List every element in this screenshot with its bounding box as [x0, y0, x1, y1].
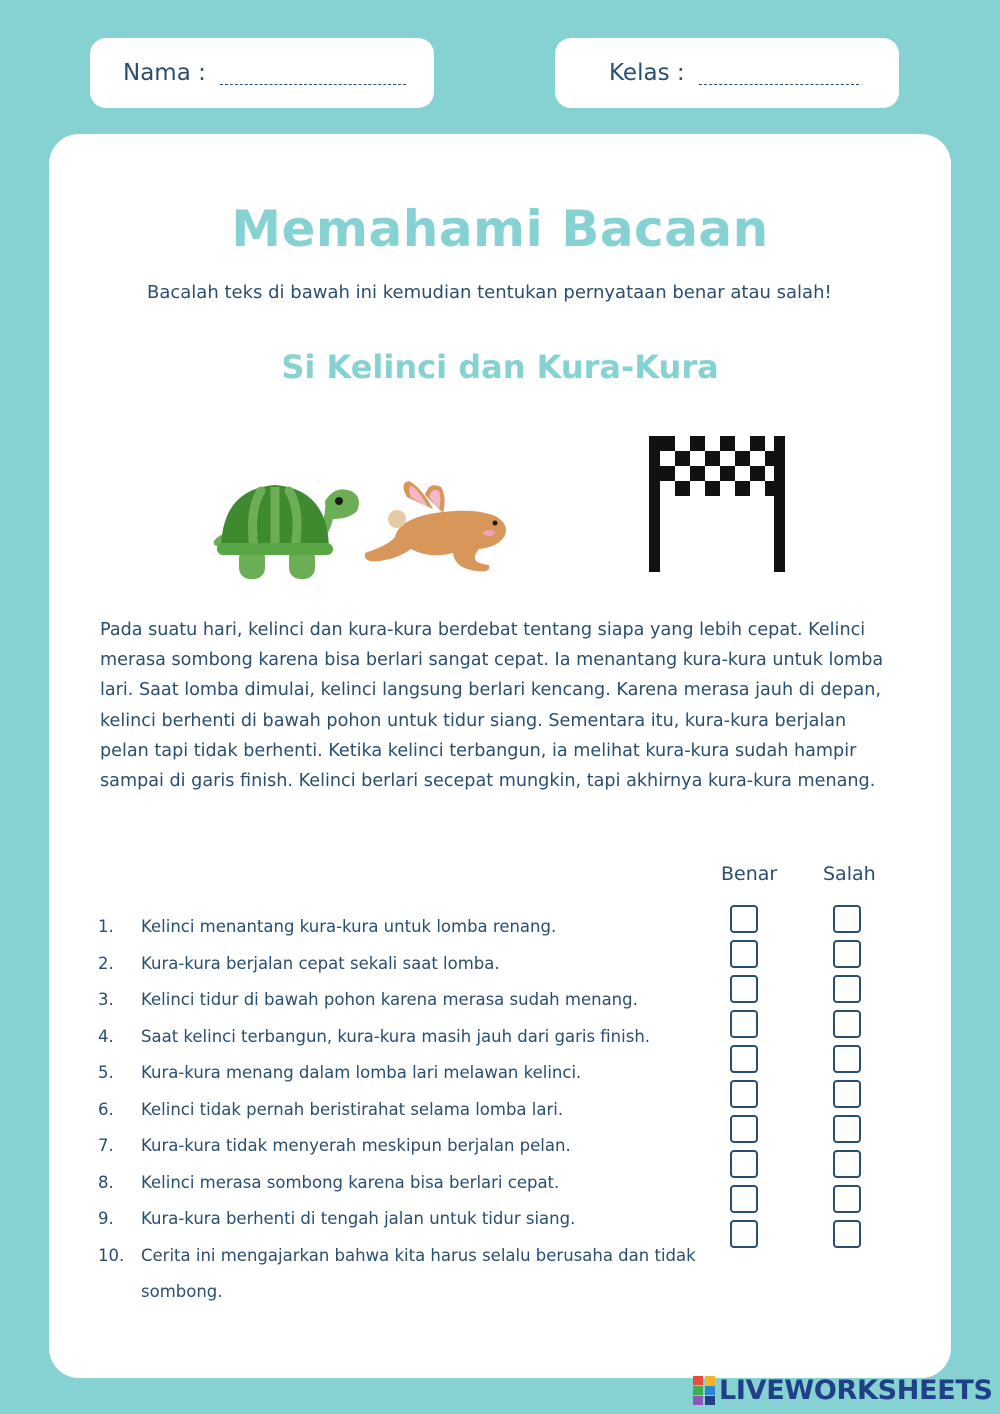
brand-name[interactable]: LIVEWORKSHEETS — [719, 1375, 993, 1406]
worksheet-card — [49, 134, 951, 1378]
statement-item — [98, 1092, 698, 1129]
salah-checkbox-9[interactable] — [833, 1185, 861, 1213]
salah-checkbox-1[interactable] — [833, 905, 861, 933]
statement-item — [98, 909, 698, 946]
story-title: Si Kelinci dan Kura-Kura — [281, 348, 719, 386]
story-paragraph: Pada suatu hari, kelinci dan kura-kura berdebat tentang siapa yang lebih cepat. Kelinci merasa sombong karena bisa berlari sangat cepat. Ia menantang kura-kura untuk lomba lari. Saat lomba dimulai, kelinci langsung berlari kencang. Karena merasa jauh di depan, kelinci berhenti di bawah pohon untuk tidur siang. Sementara itu, kura-kura berjalan pelan tapi tidak berhenti. Ketika kelinci terbangun, ia melihat kura-kura sudah hampir sampai di garis finish. Kelinci berlari secepat mungkin, tapi akhirnya kura-kura menang. — [100, 620, 884, 792]
name-field-box — [90, 38, 434, 108]
salah-checkbox-5[interactable] — [833, 1045, 861, 1073]
statement-number: 10. — [98, 1245, 125, 1265]
statement-number: 1. — [98, 917, 114, 936]
liveworksheets-logo-icon — [693, 1376, 715, 1406]
benar-checkbox-6[interactable] — [730, 1080, 758, 1108]
name-input-line[interactable] — [220, 84, 406, 85]
statement-item — [98, 946, 698, 983]
name-label: Nama : — [123, 60, 206, 86]
statement-item — [98, 1128, 698, 1165]
benar-checkbox-3[interactable] — [730, 975, 758, 1003]
statement-item — [98, 1165, 698, 1202]
salah-checkbox-7[interactable] — [833, 1115, 861, 1143]
salah-checkbox-8[interactable] — [833, 1150, 861, 1178]
statement-list — [98, 909, 698, 1311]
statement-text: Kura-kura menang dalam lomba lari melawan kelinci. — [141, 1063, 582, 1082]
statement-item — [98, 1238, 698, 1311]
class-field-box — [555, 38, 899, 108]
statement-text: Kura-kura berjalan cepat sekali saat lomba. — [141, 953, 500, 973]
statement-item — [98, 982, 698, 1019]
statement-text: Kelinci tidak pernah beristirahat selama lomba lari. — [141, 1099, 564, 1119]
benar-column-header: Benar — [721, 863, 778, 885]
class-input-line[interactable] — [699, 84, 859, 85]
turtle-icon — [199, 479, 364, 584]
statement-number: 6. — [98, 1099, 114, 1119]
benar-checkbox-9[interactable] — [730, 1185, 758, 1213]
statement-text: Kura-kura berhenti di tengah jalan untuk tidur siang. — [141, 1209, 576, 1228]
salah-checkbox-10[interactable] — [833, 1220, 861, 1248]
instruction-text: Bacalah teks di bawah ini kemudian tentukan pernyataan benar atau salah! — [147, 282, 832, 303]
footer-branding — [693, 1375, 993, 1406]
statement-item — [98, 1055, 698, 1092]
benar-checkbox-5[interactable] — [730, 1045, 758, 1073]
statement-item — [98, 1019, 698, 1056]
page-title: Memahami Bacaan — [231, 200, 769, 258]
statement-number: 9. — [98, 1209, 114, 1228]
rabbit-icon — [359, 479, 509, 574]
salah-checkbox-4[interactable] — [833, 1010, 861, 1038]
statement-number: 4. — [98, 1026, 114, 1046]
statement-number: 3. — [98, 990, 114, 1009]
benar-checkbox-2[interactable] — [730, 940, 758, 968]
statement-text: Kura-kura tidak menyerah meskipun berjalan pelan. — [141, 1136, 571, 1155]
benar-checkbox-8[interactable] — [730, 1150, 758, 1178]
statement-number: 5. — [98, 1063, 114, 1082]
statement-item — [98, 1201, 698, 1238]
benar-checkbox-1[interactable] — [730, 905, 758, 933]
statement-text: Kelinci merasa sombong karena bisa berlari cepat. — [141, 1172, 560, 1192]
benar-checkbox-7[interactable] — [730, 1115, 758, 1143]
salah-checkbox-6[interactable] — [833, 1080, 861, 1108]
salah-checkbox-3[interactable] — [833, 975, 861, 1003]
finish-flag-icon — [649, 436, 785, 572]
statement-text: Kelinci menantang kura-kura untuk lomba renang. — [141, 917, 557, 936]
statement-number: 8. — [98, 1172, 114, 1192]
salah-checkbox-2[interactable] — [833, 940, 861, 968]
statement-text: Cerita ini mengajarkan bahwa kita harus selalu berusaha dan tidak sombong. — [141, 1245, 696, 1301]
statement-number: 2. — [98, 953, 114, 973]
statement-text: Saat kelinci terbangun, kura-kura masih jauh dari garis finish. — [141, 1026, 651, 1046]
benar-checkbox-4[interactable] — [730, 1010, 758, 1038]
statement-text: Kelinci tidur di bawah pohon karena merasa sudah menang. — [141, 990, 638, 1009]
benar-checkbox-10[interactable] — [730, 1220, 758, 1248]
class-label: Kelas : — [609, 60, 685, 86]
salah-column-header: Salah — [823, 863, 876, 885]
statement-number: 7. — [98, 1136, 114, 1155]
